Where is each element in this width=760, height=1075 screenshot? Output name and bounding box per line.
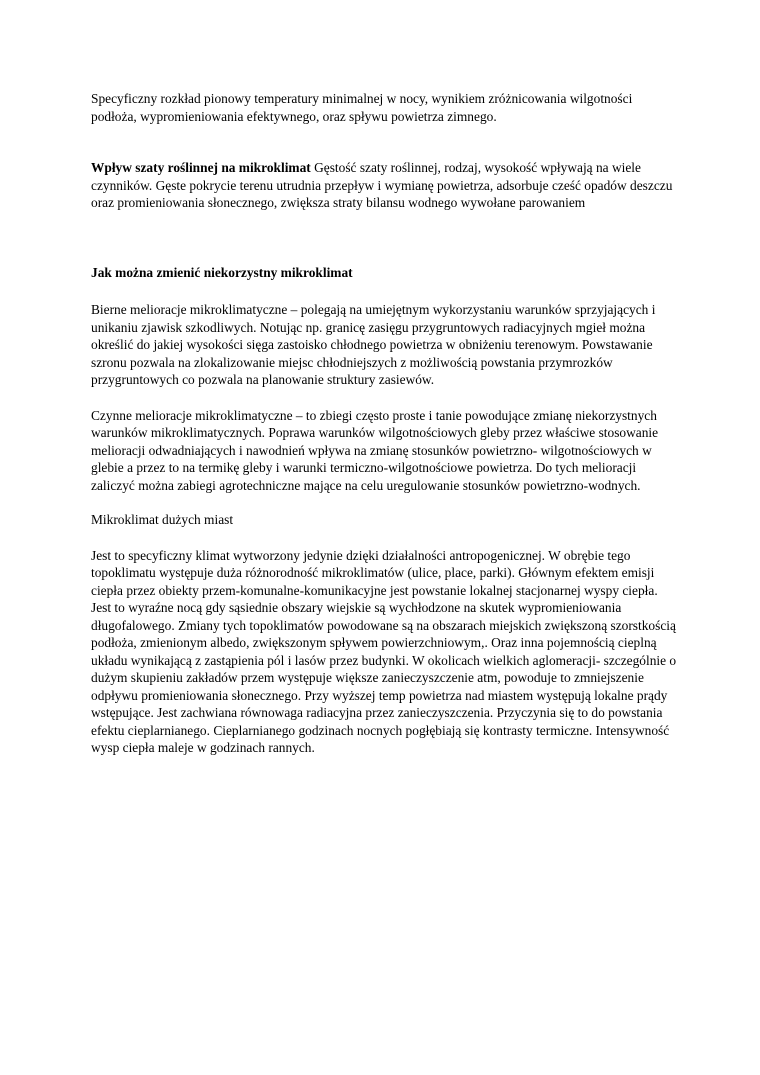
vegetation-text: Gęstość szaty roślinnej, rodzaj, wysokość wpływają na wiele czynników. Gęste pokrycie terenu utrudnia przepływ i wymianę powietrza, adsorbuje cześć opadów deszczu oraz promieniowania słonecznego, zwiększa straty bilansu wodnego wywołane parowaniem — [91, 160, 673, 210]
paragraph-vegetation — [91, 159, 681, 212]
paragraph-passive-melioration: Bierne melioracje mikroklimatyczne – polegają na umiejętnym wykorzystaniu warunków sprzyjających i unikaniu zjawisk szkodliwych. Notując np. granicę zasięgu przygruntowych radiacyjnych mgieł można określić do jakiej wysokości sięga zastoisko chłodnego powietrza w obniżeniu terenowym. Powstawanie szronu pozwala na zlokalizowanie miejsc chłodniejszych z możliwością powstania przymrozków przygruntowych co pozwala na planowanie struktury zasiewów. — [91, 302, 656, 387]
heading-change-microclimate: Jak można zmienić niekorzystny mikroklimat — [91, 264, 353, 280]
paragraph-intro: Specyficzny rozkład pionowy temperatury minimalnej w nocy, wynikiem zróżnicowania wilgotności podłoża, wypromieniowania efektywnego, oraz spływu powietrza zimnego. — [91, 91, 633, 124]
paragraph-active-melioration: Czynne melioracje mikroklimatyczne – to zbiegi często proste i tanie powodujące zmianę niekorzystnych warunków mikroklimatycznych. Poprawa warunków wilgotnościowych gleby przez właściwe stosowanie melioracji odwadniających i nawodnień wpływa na zmianę stosunków powietrzno- wilgotnościowych w glebie a przez to na termikę gleby i warunki termiczno-wilgotnościowe powietrza. Do tych melioracji zaliczyć można zabiegi agrotechniczne mające na celu uregulowanie stosunków powietrzno-wodnych. — [91, 407, 659, 493]
paragraph-city-microclimate: Jest to specyficzny klimat wytworzony jedynie dzięki działalności antropogenicznej. W obrębie tego topoklimatu występuje duża różnorodność mikroklimatów (ulice, place, parki). Głównym efektem emisji ciepła przez obiekty przem-komunalne-komunikacyjne jest powstanie lokalnej stacjonarnej wyspy ciepła. Jest to wyraźne nocą gdy sąsiednie obszary wiejskie są wychłodzone na skutek wypromieniowania długofalowego. Zmiany tych topoklimatów powodowane są na obszarach miejskich zwiększoną szorstkością podłoża, zmienionym albedo, zwiększonym spływem powierzchniowym,. Oraz inna pojemnością cieplną układu wynikającą z zastąpienia pól i lasów przez budynki. W okolicach wielkich aglomeracji- szczególnie o dużym skupieniu zakładów przem występuje większe zanieczyszczenie atm, powoduje to zmniejszenie odpływu promieniowania słonecznego. Przy wyższej temp powietrza nad miastem występują lokalne prądy wstępujące. Jest zachwiana równowaga radiacyjna przez zanieczyszczenia. Przyczynia się to do powstania efektu cieplarnianego. Cieplarnianego godzinach nocnych pogłębiają się kontrasty termiczne. Intensywność wysp ciepła maleje w godzinach rannych. — [91, 547, 677, 755]
heading-city-microclimate: Mikroklimat dużych miast — [91, 512, 234, 527]
vegetation-heading: Wpływ szaty roślinnej na mikroklimat — [91, 160, 311, 175]
document-page — [91, 90, 681, 757]
